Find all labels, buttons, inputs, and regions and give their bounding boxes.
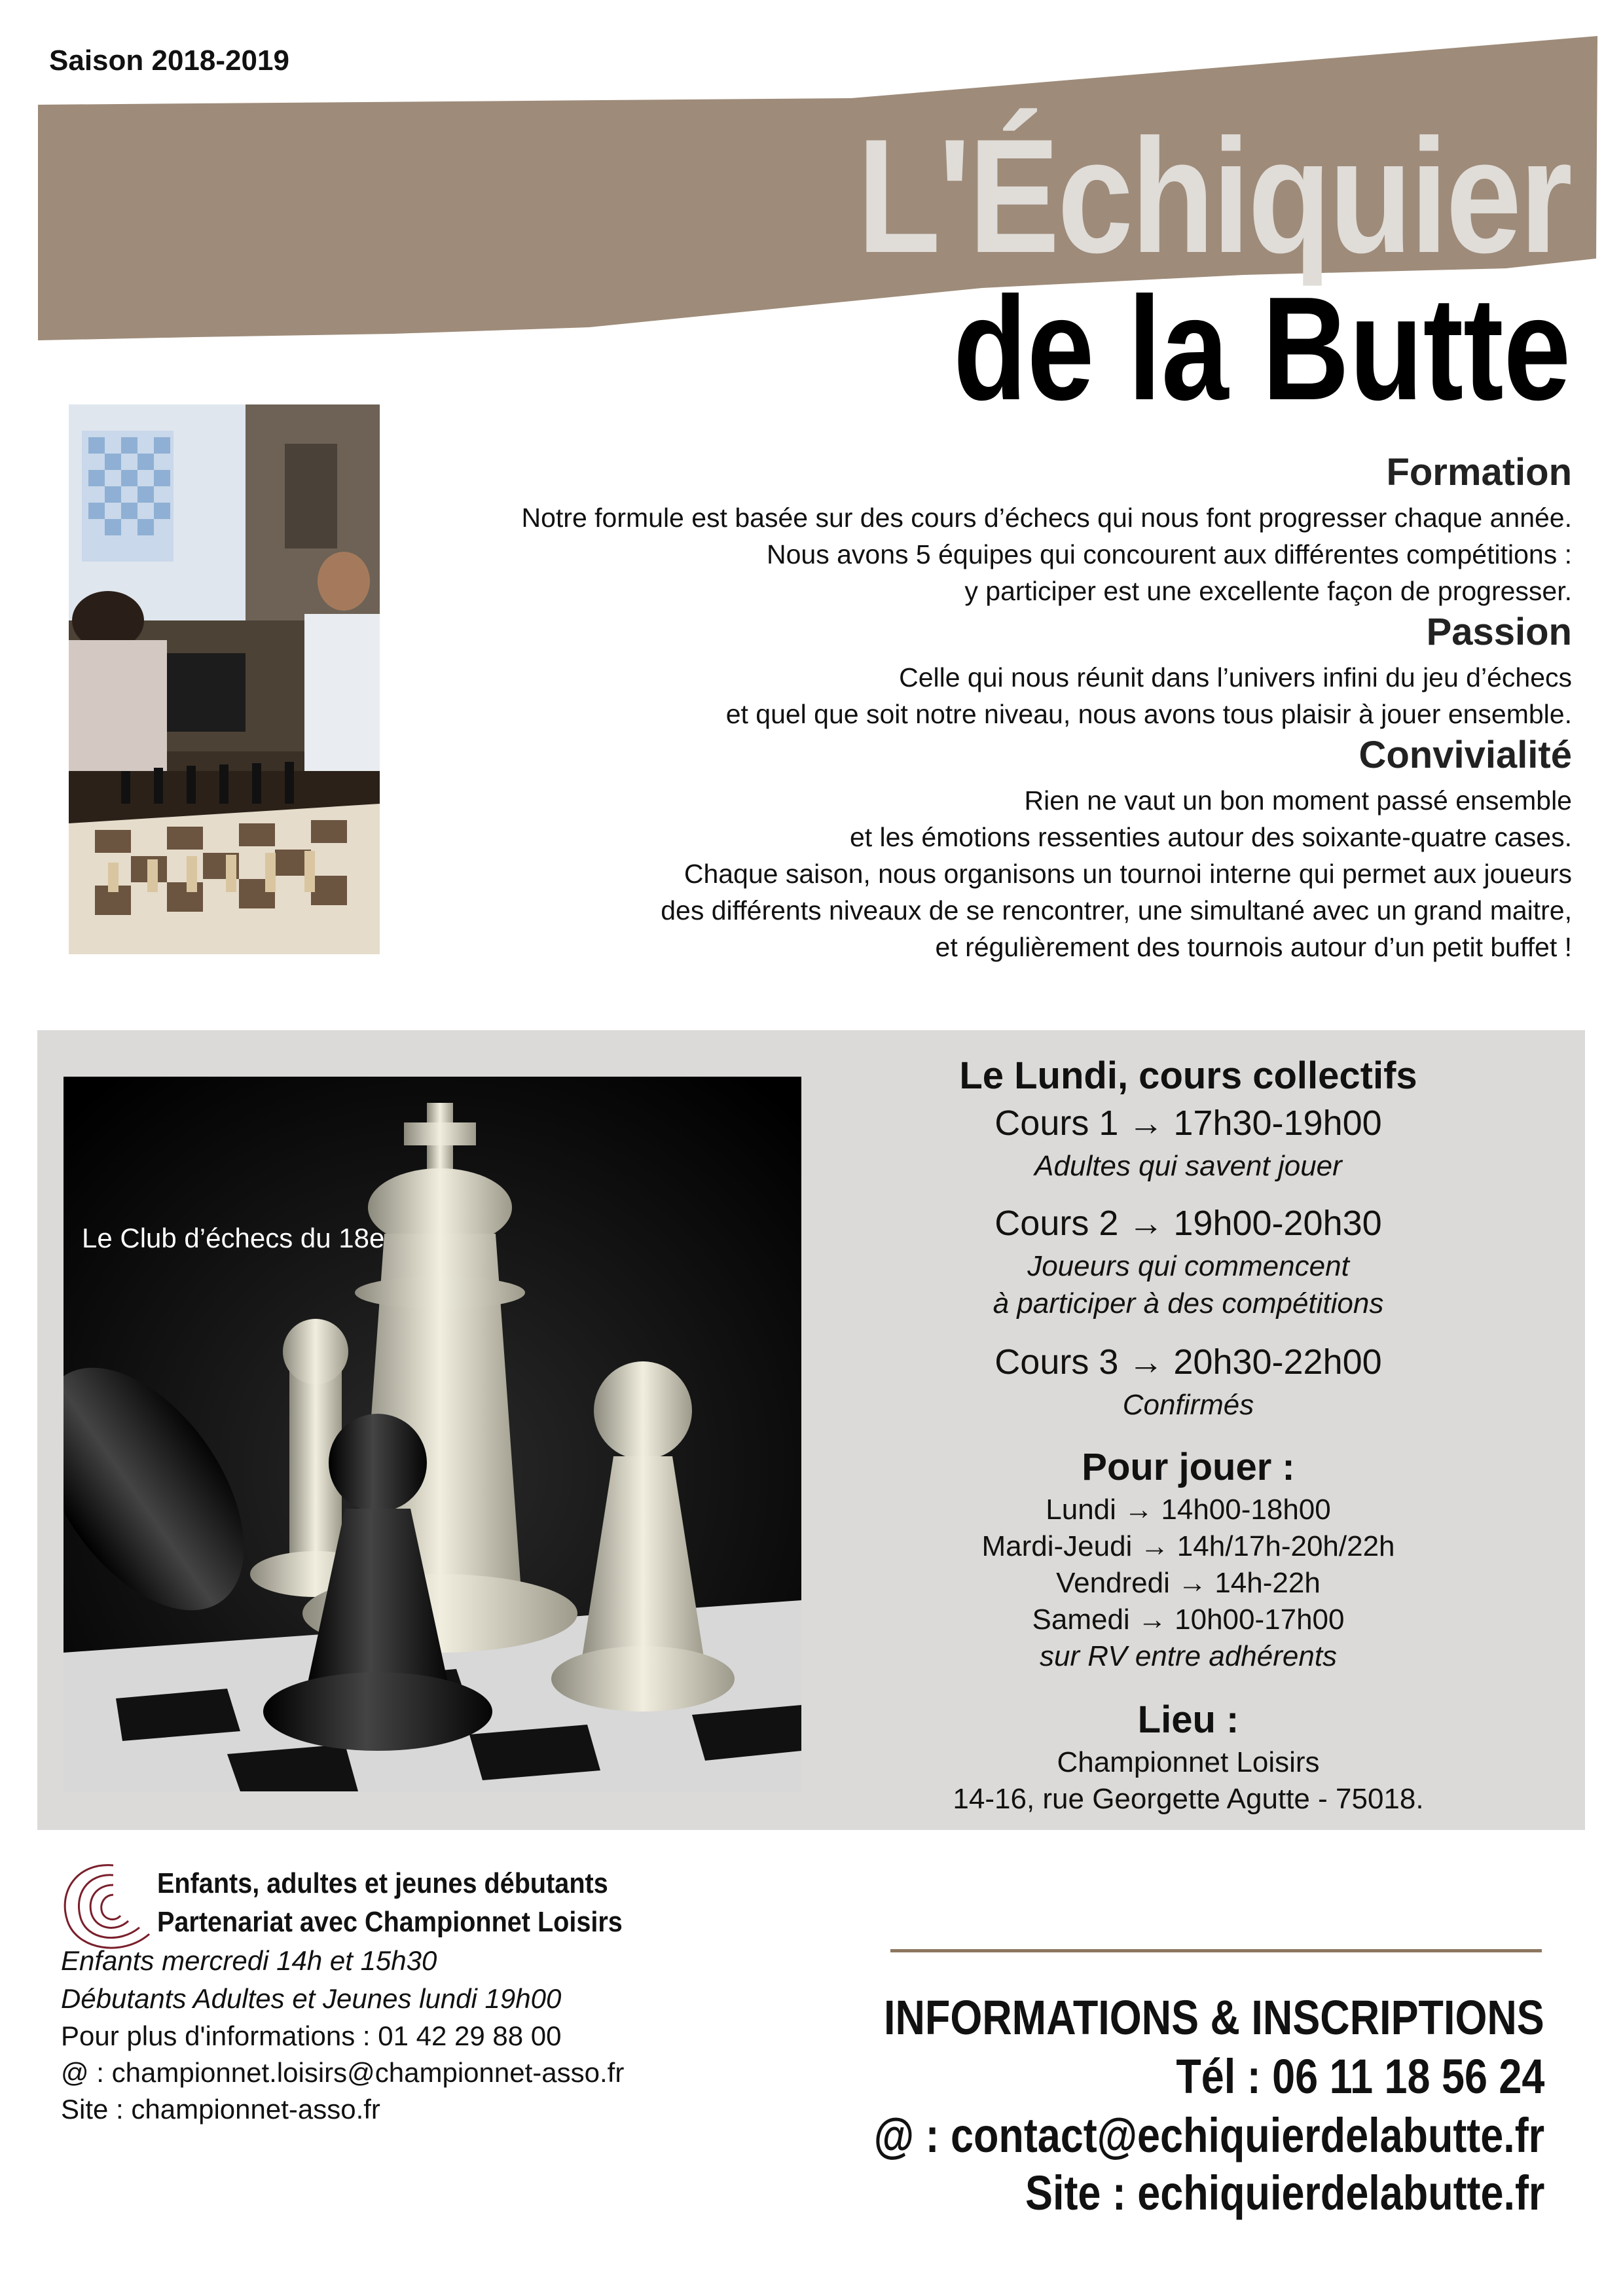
convivialite-line-4: des différents niveaux de se rencontrer, une simultané avec un grand maitre,	[661, 895, 1572, 925]
title-line-2: de la Butte	[953, 266, 1571, 431]
season-label: Saison 2018-2019	[49, 45, 289, 77]
passion-heading: Passion	[1426, 611, 1572, 653]
formation-line-3: y participer est une excellente façon de progresser.	[964, 576, 1572, 606]
formation-line-1: Notre formule est basée sur des cours d’échecs qui nous font progresser chaque année.	[521, 503, 1572, 533]
partner-heading-2: Partenariat avec Championnet Loisirs	[157, 1906, 623, 1938]
play-time-3: Vendredi → 14h-22h	[1056, 1567, 1321, 1599]
course-2: Cours 2 → 19h00-20h30	[994, 1204, 1382, 1243]
play-time-2: Mardi-Jeudi → 14h/17h-20h/22h	[981, 1530, 1395, 1562]
partner-kids-times: Enfants mercredi 14h et 15h30	[61, 1945, 437, 1976]
formation-heading: Formation	[1386, 451, 1572, 493]
partner-site: Site : championnet-asso.fr	[61, 2094, 380, 2125]
partner-beginners-times: Débutants Adultes et Jeunes lundi 19h00	[61, 1983, 562, 2014]
play-time-4: Samedi → 10h00-17h00	[1032, 1604, 1345, 1636]
course-1-note: Adultes qui savent jouer	[1034, 1150, 1342, 1182]
course-1: Cours 1 → 17h30-19h00	[994, 1103, 1382, 1143]
club-label: Le Club d’échecs du 18e	[82, 1223, 385, 1253]
convivialite-heading: Convivialité	[1359, 734, 1572, 776]
partner-email: @ : championnet.loisirs@championnet-asso.fr	[61, 2057, 625, 2088]
contact-phone: Tél : 06 11 18 56 24	[1175, 2049, 1544, 2104]
courses-heading: Le Lundi, cours collectifs	[959, 1054, 1417, 1097]
course-2-note-2: à participer à des compétitions	[993, 1287, 1384, 1319]
club-room-photo	[69, 404, 380, 954]
play-note: sur RV entre adhérents	[1039, 1640, 1338, 1672]
course-3: Cours 3 → 20h30-22h00	[994, 1342, 1382, 1382]
convivialite-line-3: Chaque saison, nous organisons un tournoi interne qui permet aux joueurs	[684, 859, 1572, 889]
passion-line-2: et quel que soit notre niveau, nous avons tous plaisir à jouer ensemble.	[725, 699, 1572, 729]
play-time-1: Lundi → 14h00-18h00	[1046, 1494, 1331, 1526]
contact-divider	[890, 1949, 1542, 1952]
partner-phone: Pour plus d'informations : 01 42 29 88 00	[61, 2020, 562, 2051]
course-3-note: Confirmés	[1122, 1389, 1254, 1421]
partner-heading-1: Enfants, adultes et jeunes débutants	[157, 1867, 608, 1899]
contact-heading: INFORMATIONS & INSCRIPTIONS	[884, 1990, 1544, 2045]
convivialite-line-5: et régulièrement des tournois autour d’un petit buffet !	[935, 932, 1572, 962]
convivialite-line-2: et les émotions ressenties autour des soixante-quatre cases.	[849, 822, 1572, 852]
course-2-note-1: Joueurs qui commencent	[1027, 1250, 1349, 1282]
chess-pieces-image	[64, 1077, 801, 1791]
convivialite-line-1: Rien ne vaut un bon moment passé ensemble	[1024, 785, 1572, 816]
title-line-1: L'Échiquier	[857, 105, 1571, 287]
play-heading: Pour jouer :	[1082, 1446, 1295, 1488]
formation-line-2: Nous avons 5 équipes qui concourent aux différentes compétitions :	[767, 539, 1572, 569]
contact-email: @ : contact@echiquierdelabutte.fr	[873, 2108, 1544, 2162]
contact-site: Site : echiquierdelabutte.fr	[1025, 2166, 1544, 2220]
place-name: Championnet Loisirs	[1057, 1746, 1320, 1778]
place-heading: Lieu :	[1137, 1698, 1239, 1741]
place-address: 14-16, rue Georgette Agutte - 75018.	[953, 1783, 1424, 1815]
passion-line-1: Celle qui nous réunit dans l’univers infini du jeu d’échecs	[899, 662, 1572, 692]
